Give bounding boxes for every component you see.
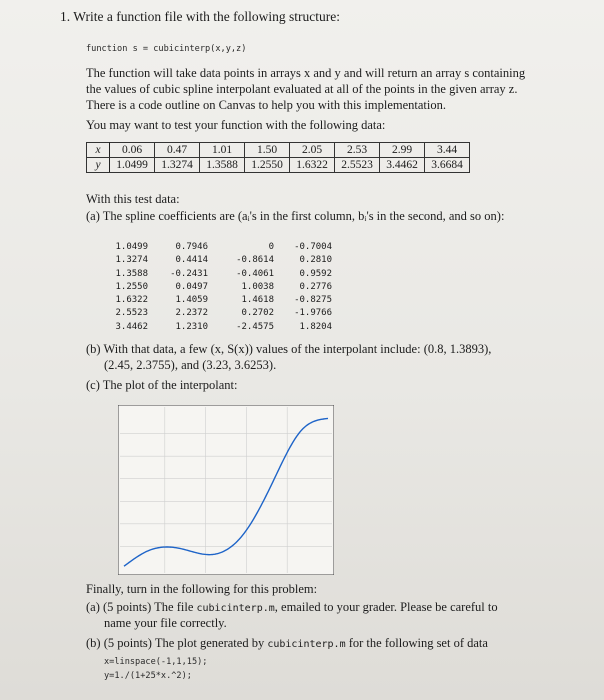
table-cell: 1.01	[200, 143, 245, 158]
test-intro: You may want to test your function with the following data:	[86, 118, 386, 132]
table-cell: 1.0499	[110, 158, 155, 173]
coef-column-b: 0.7946 0.4414 -0.2431 0.0497 1.4059 2.2372 1.2310	[170, 242, 208, 332]
table-cell: 2.53	[335, 143, 380, 158]
code-runge: y=1./(1+25*x.^2);	[104, 671, 192, 681]
table-row-x	[87, 143, 470, 158]
table-cell: 1.3588	[200, 158, 245, 173]
table-cell: 2.5523	[335, 158, 380, 173]
turn-in-b: (b) (5 points) The plot generated by cubicinterp.m for the following set of data	[86, 636, 488, 650]
table-cell: 3.44	[425, 143, 470, 158]
description-line-3: There is a code outline on Canvas to help you with this implementation.	[86, 98, 446, 112]
part-a-coefficients: (a) The spline coefficients are (aᵢ's in the first column, bᵢ's in the second, and so on):	[86, 209, 505, 223]
table-cell: 0.06	[110, 143, 155, 158]
table-cell: 3.6684	[425, 158, 470, 173]
table-cell: 1.50	[245, 143, 290, 158]
table-cell: 0.47	[155, 143, 200, 158]
description-line-2: the values of cubic spline interpolant evaluated at all of the points in the given array z.	[86, 82, 518, 96]
test-data-table	[86, 142, 470, 173]
table-cell: 1.6322	[290, 158, 335, 173]
table-row-y	[87, 158, 470, 173]
coef-column-d: -0.7004 0.2810 0.9592 0.2776 -0.8275 -1.9766 1.8204	[294, 242, 332, 332]
finally-text: Finally, turn in the following for this problem:	[86, 582, 318, 596]
part-b-line-1: (b) With that data, a few (x, S(x)) values of the interpolant include: (0.8, 1.3893),	[86, 342, 492, 356]
interpolant-plot	[118, 405, 334, 575]
coef-column-c: 0 -0.8614 -0.4061 1.0038 1.4618 0.2702 -2.4575	[236, 242, 274, 332]
code-linspace: x=linspace(-1,1,15);	[104, 657, 208, 667]
table-header-y: y	[87, 158, 110, 173]
turn-in-a-line-2: name your file correctly.	[104, 616, 227, 630]
description-line-1: The function will take data points in arrays x and y and will return an array s containing	[86, 66, 526, 80]
table-cell: 2.05	[290, 143, 335, 158]
function-signature: function s = cubicinterp(x,y,z)	[86, 44, 247, 54]
table-cell: 2.99	[380, 143, 425, 158]
coef-column-a: 1.0499 1.3274 1.3588 1.2550 1.6322 2.5523 3.4462	[115, 242, 148, 332]
table-header-x: x	[87, 143, 110, 158]
table-cell: 3.4462	[380, 158, 425, 173]
with-test-data: With this test data:	[86, 192, 180, 206]
table-cell: 1.2550	[245, 158, 290, 173]
problem-heading: 1. Write a function file with the following structure:	[60, 9, 341, 24]
part-b-line-2: (2.45, 2.3755), and (3.23, 3.6253).	[104, 358, 277, 372]
turn-in-a-line-1: (a) (5 points) The file cubicinterp.m, emailed to your grader. Please be careful to	[86, 600, 498, 614]
table-cell: 1.3274	[155, 158, 200, 173]
part-c-plot-label: (c) The plot of the interpolant:	[86, 378, 238, 392]
